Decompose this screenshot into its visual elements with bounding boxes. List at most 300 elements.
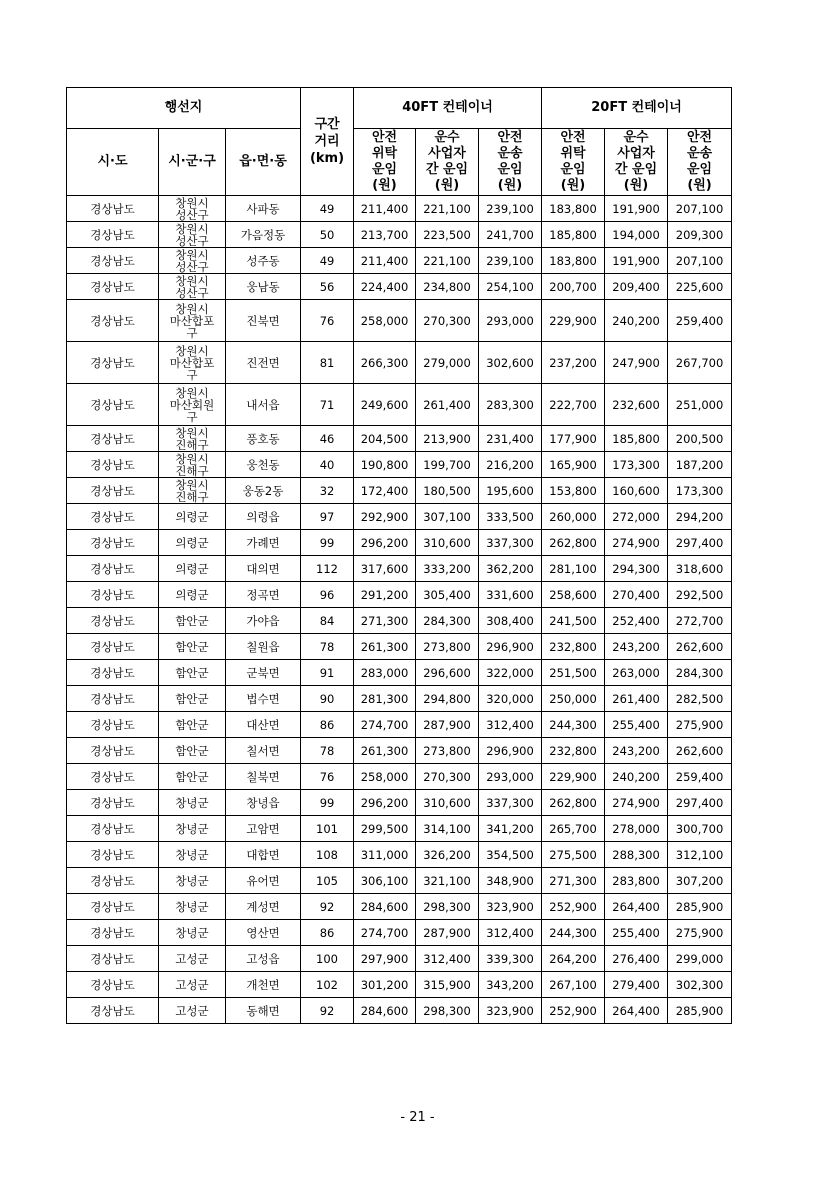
table-row	[67, 764, 732, 790]
cell-20ft-safe-transport: 259,400	[668, 764, 732, 790]
cell-20ft-safe-transport: 284,300	[668, 660, 732, 686]
cell-eupmyeondong: 가야읍	[226, 608, 301, 634]
cell-distance: 91	[301, 660, 354, 686]
cell-40ft-carrier-rate: 180,500	[416, 478, 479, 504]
cell-40ft-safe-transport: 333,500	[479, 504, 542, 530]
cell-distance: 76	[301, 764, 354, 790]
cell-20ft-carrier-rate: 209,400	[605, 274, 668, 300]
header-eupmyeondong: 읍·면·동	[226, 129, 301, 196]
cell-40ft-safe-transport: 241,700	[479, 222, 542, 248]
cell-sido: 경상남도	[67, 504, 159, 530]
cell-40ft-carrier-rate: 223,500	[416, 222, 479, 248]
cell-distance: 101	[301, 816, 354, 842]
cell-40ft-safe-transport: 348,900	[479, 868, 542, 894]
cell-40ft-carrier-rate: 221,100	[416, 248, 479, 274]
cell-sido: 경상남도	[67, 634, 159, 660]
cell-40ft-carrier-rate: 273,800	[416, 738, 479, 764]
cell-sigungu: 창녕군	[159, 842, 226, 868]
cell-40ft-safe-consign: 261,300	[354, 738, 416, 764]
cell-distance: 92	[301, 998, 354, 1024]
cell-20ft-safe-consign: 262,800	[542, 530, 605, 556]
cell-40ft-safe-transport: 239,100	[479, 196, 542, 222]
cell-eupmyeondong: 의령읍	[226, 504, 301, 530]
cell-40ft-carrier-rate: 294,800	[416, 686, 479, 712]
cell-sido: 경상남도	[67, 738, 159, 764]
cell-40ft-safe-transport: 343,200	[479, 972, 542, 998]
header-region: 행선지	[67, 88, 301, 129]
cell-40ft-safe-consign: 297,900	[354, 946, 416, 972]
cell-distance: 49	[301, 248, 354, 274]
header-sido: 시·도	[67, 129, 159, 196]
cell-20ft-safe-transport: 225,600	[668, 274, 732, 300]
cell-20ft-safe-transport: 312,100	[668, 842, 732, 868]
cell-20ft-safe-consign: 275,500	[542, 842, 605, 868]
cell-sigungu: 함안군	[159, 764, 226, 790]
cell-distance: 40	[301, 452, 354, 478]
cell-sigungu: 창원시 진해구	[159, 426, 226, 452]
cell-20ft-carrier-rate: 191,900	[605, 196, 668, 222]
cell-40ft-safe-transport: 293,000	[479, 300, 542, 342]
cell-40ft-carrier-rate: 221,100	[416, 196, 479, 222]
table-row	[67, 790, 732, 816]
cell-20ft-safe-transport: 297,400	[668, 530, 732, 556]
cell-20ft-carrier-rate: 263,000	[605, 660, 668, 686]
table-row	[67, 384, 732, 426]
cell-20ft-safe-transport: 297,400	[668, 790, 732, 816]
header-40ft: 40FT 컨테이너	[354, 88, 542, 129]
table-row	[67, 530, 732, 556]
cell-40ft-safe-consign: 296,200	[354, 790, 416, 816]
cell-40ft-safe-consign: 213,700	[354, 222, 416, 248]
cell-eupmyeondong: 가음정동	[226, 222, 301, 248]
table-row	[67, 452, 732, 478]
cell-20ft-carrier-rate: 191,900	[605, 248, 668, 274]
cell-sido: 경상남도	[67, 556, 159, 582]
cell-20ft-safe-consign: 153,800	[542, 478, 605, 504]
cell-20ft-safe-consign: 267,100	[542, 972, 605, 998]
cell-eupmyeondong: 고암면	[226, 816, 301, 842]
cell-20ft-carrier-rate: 243,200	[605, 634, 668, 660]
cell-20ft-safe-transport: 275,900	[668, 712, 732, 738]
cell-eupmyeondong: 법수면	[226, 686, 301, 712]
cell-20ft-carrier-rate: 279,400	[605, 972, 668, 998]
cell-sido: 경상남도	[67, 894, 159, 920]
cell-sigungu: 창원시 진해구	[159, 478, 226, 504]
cell-40ft-carrier-rate: 298,300	[416, 894, 479, 920]
header-distance	[301, 88, 354, 196]
cell-40ft-safe-transport: 362,200	[479, 556, 542, 582]
cell-40ft-safe-consign: 299,500	[354, 816, 416, 842]
cell-eupmyeondong: 개천면	[226, 972, 301, 998]
cell-eupmyeondong: 성주동	[226, 248, 301, 274]
cell-40ft-carrier-rate: 234,800	[416, 274, 479, 300]
cell-20ft-carrier-rate: 160,600	[605, 478, 668, 504]
cell-20ft-safe-consign: 264,200	[542, 946, 605, 972]
cell-sido: 경상남도	[67, 342, 159, 384]
cell-sigungu: 창원시 성산구	[159, 222, 226, 248]
page-number: - 21 -	[400, 1110, 435, 1125]
cell-40ft-safe-transport: 231,400	[479, 426, 542, 452]
header-sigungu: 시·군·구	[159, 129, 226, 196]
cell-40ft-carrier-rate: 305,400	[416, 582, 479, 608]
cell-distance: 86	[301, 712, 354, 738]
cell-40ft-safe-transport: 283,300	[479, 384, 542, 426]
cell-20ft-safe-consign: 281,100	[542, 556, 605, 582]
cell-sido: 경상남도	[67, 816, 159, 842]
cell-eupmyeondong: 칠북면	[226, 764, 301, 790]
cell-40ft-safe-consign: 306,100	[354, 868, 416, 894]
cell-eupmyeondong: 웅천동	[226, 452, 301, 478]
cell-sigungu: 창녕군	[159, 920, 226, 946]
cell-20ft-safe-consign: 244,300	[542, 920, 605, 946]
cell-20ft-safe-consign: 165,900	[542, 452, 605, 478]
cell-40ft-safe-consign: 249,600	[354, 384, 416, 426]
cell-20ft-carrier-rate: 240,200	[605, 300, 668, 342]
cell-sido: 경상남도	[67, 274, 159, 300]
cell-sido: 경상남도	[67, 582, 159, 608]
cell-20ft-safe-transport: 307,200	[668, 868, 732, 894]
cell-eupmyeondong: 유어면	[226, 868, 301, 894]
cell-sido: 경상남도	[67, 946, 159, 972]
header-20ft-carrier-rate: 운수 사업자 간 운임 (원)	[605, 129, 668, 196]
cell-20ft-safe-consign: 265,700	[542, 816, 605, 842]
cell-sigungu: 의령군	[159, 556, 226, 582]
cell-20ft-safe-consign: 222,700	[542, 384, 605, 426]
cell-sigungu: 창녕군	[159, 868, 226, 894]
cell-20ft-safe-consign: 260,000	[542, 504, 605, 530]
cell-distance: 96	[301, 582, 354, 608]
cell-20ft-safe-transport: 272,700	[668, 608, 732, 634]
cell-sigungu: 의령군	[159, 582, 226, 608]
cell-40ft-safe-transport: 254,100	[479, 274, 542, 300]
cell-eupmyeondong: 창녕읍	[226, 790, 301, 816]
cell-40ft-safe-consign: 271,300	[354, 608, 416, 634]
cell-eupmyeondong: 진북면	[226, 300, 301, 342]
cell-40ft-safe-consign: 284,600	[354, 894, 416, 920]
cell-40ft-safe-transport: 312,400	[479, 712, 542, 738]
cell-20ft-safe-consign: 229,900	[542, 764, 605, 790]
cell-20ft-safe-transport: 207,100	[668, 248, 732, 274]
cell-40ft-safe-transport: 337,300	[479, 530, 542, 556]
cell-20ft-safe-consign: 183,800	[542, 196, 605, 222]
cell-distance: 99	[301, 790, 354, 816]
cell-40ft-carrier-rate: 326,200	[416, 842, 479, 868]
cell-distance: 90	[301, 686, 354, 712]
cell-eupmyeondong: 영산면	[226, 920, 301, 946]
cell-20ft-safe-consign: 200,700	[542, 274, 605, 300]
header-40ft-safe-consign: 안전 위탁 운임 (원)	[354, 129, 416, 196]
cell-40ft-safe-consign: 274,700	[354, 712, 416, 738]
cell-eupmyeondong: 웅동2동	[226, 478, 301, 504]
cell-40ft-safe-transport: 323,900	[479, 998, 542, 1024]
cell-20ft-safe-transport: 267,700	[668, 342, 732, 384]
cell-distance: 71	[301, 384, 354, 426]
cell-sigungu: 창원시 성산구	[159, 196, 226, 222]
cell-sido: 경상남도	[67, 972, 159, 998]
cell-20ft-safe-transport: 262,600	[668, 634, 732, 660]
cell-distance: 81	[301, 342, 354, 384]
header-distance-text: 구간 거리 (km)	[309, 117, 345, 166]
cell-40ft-safe-transport: 293,000	[479, 764, 542, 790]
cell-40ft-safe-consign: 284,600	[354, 998, 416, 1024]
cell-40ft-safe-transport: 341,200	[479, 816, 542, 842]
cell-20ft-safe-consign: 232,800	[542, 634, 605, 660]
cell-sigungu: 고성군	[159, 972, 226, 998]
cell-distance: 92	[301, 894, 354, 920]
cell-20ft-safe-transport: 209,300	[668, 222, 732, 248]
table-body	[67, 196, 732, 1024]
cell-sido: 경상남도	[67, 222, 159, 248]
cell-40ft-safe-transport: 339,300	[479, 946, 542, 972]
cell-sido: 경상남도	[67, 712, 159, 738]
cell-sigungu: 창녕군	[159, 790, 226, 816]
cell-40ft-safe-consign: 311,000	[354, 842, 416, 868]
cell-sido: 경상남도	[67, 686, 159, 712]
cell-20ft-carrier-rate: 276,400	[605, 946, 668, 972]
cell-40ft-carrier-rate: 315,900	[416, 972, 479, 998]
cell-sigungu: 고성군	[159, 946, 226, 972]
cell-40ft-carrier-rate: 270,300	[416, 764, 479, 790]
cell-distance: 46	[301, 426, 354, 452]
table-row	[67, 998, 732, 1024]
cell-sigungu: 창원시 마산합포 구	[159, 342, 226, 384]
cell-eupmyeondong: 고성읍	[226, 946, 301, 972]
cell-distance: 99	[301, 530, 354, 556]
table-row	[67, 660, 732, 686]
table-row	[67, 816, 732, 842]
cell-20ft-safe-consign: 262,800	[542, 790, 605, 816]
cell-40ft-carrier-rate: 310,600	[416, 530, 479, 556]
cell-40ft-safe-transport: 312,400	[479, 920, 542, 946]
cell-40ft-carrier-rate: 321,100	[416, 868, 479, 894]
cell-20ft-safe-transport: 251,000	[668, 384, 732, 426]
table-row	[67, 946, 732, 972]
cell-20ft-safe-consign: 185,800	[542, 222, 605, 248]
cell-distance: 49	[301, 196, 354, 222]
cell-sido: 경상남도	[67, 998, 159, 1024]
cell-40ft-safe-consign: 283,000	[354, 660, 416, 686]
cell-eupmyeondong: 진전면	[226, 342, 301, 384]
cell-20ft-carrier-rate: 247,900	[605, 342, 668, 384]
cell-20ft-safe-transport: 300,700	[668, 816, 732, 842]
cell-sigungu: 창원시 진해구	[159, 452, 226, 478]
table-row	[67, 712, 732, 738]
cell-20ft-safe-transport: 282,500	[668, 686, 732, 712]
cell-40ft-carrier-rate: 314,100	[416, 816, 479, 842]
cell-sido: 경상남도	[67, 920, 159, 946]
cell-sido: 경상남도	[67, 842, 159, 868]
cell-40ft-safe-consign: 204,500	[354, 426, 416, 452]
cell-20ft-carrier-rate: 194,000	[605, 222, 668, 248]
cell-40ft-safe-consign: 211,400	[354, 248, 416, 274]
table-row	[67, 582, 732, 608]
cell-40ft-safe-consign: 258,000	[354, 300, 416, 342]
cell-40ft-carrier-rate: 333,200	[416, 556, 479, 582]
cell-distance: 105	[301, 868, 354, 894]
cell-20ft-safe-consign: 229,900	[542, 300, 605, 342]
cell-sigungu: 창원시 마산회원 구	[159, 384, 226, 426]
cell-distance: 86	[301, 920, 354, 946]
cell-20ft-safe-consign: 252,900	[542, 894, 605, 920]
cell-sido: 경상남도	[67, 790, 159, 816]
cell-40ft-carrier-rate: 287,900	[416, 712, 479, 738]
cell-20ft-safe-transport: 285,900	[668, 894, 732, 920]
cell-40ft-safe-consign: 317,600	[354, 556, 416, 582]
cell-20ft-safe-transport: 200,500	[668, 426, 732, 452]
cell-sigungu: 고성군	[159, 998, 226, 1024]
cell-sigungu: 창원시 성산구	[159, 248, 226, 274]
cell-sigungu: 의령군	[159, 504, 226, 530]
cell-distance: 102	[301, 972, 354, 998]
cell-20ft-safe-transport: 292,500	[668, 582, 732, 608]
cell-sigungu: 함안군	[159, 738, 226, 764]
cell-40ft-carrier-rate: 284,300	[416, 608, 479, 634]
cell-40ft-safe-transport: 322,000	[479, 660, 542, 686]
cell-20ft-carrier-rate: 173,300	[605, 452, 668, 478]
cell-sigungu: 창녕군	[159, 894, 226, 920]
cell-40ft-safe-consign: 211,400	[354, 196, 416, 222]
header-20ft-safe-consign: 안전 위탁 운임 (원)	[542, 129, 605, 196]
cell-40ft-carrier-rate: 296,600	[416, 660, 479, 686]
cell-eupmyeondong: 사파동	[226, 196, 301, 222]
cell-20ft-safe-consign: 244,300	[542, 712, 605, 738]
table-row	[67, 920, 732, 946]
cell-40ft-safe-transport: 308,400	[479, 608, 542, 634]
cell-20ft-carrier-rate: 274,900	[605, 790, 668, 816]
table-header	[67, 88, 732, 196]
cell-eupmyeondong: 칠원읍	[226, 634, 301, 660]
table-row	[67, 972, 732, 998]
cell-40ft-safe-consign: 296,200	[354, 530, 416, 556]
cell-eupmyeondong: 군북면	[226, 660, 301, 686]
table-row	[67, 300, 732, 342]
cell-20ft-carrier-rate: 294,300	[605, 556, 668, 582]
table-row	[67, 842, 732, 868]
cell-20ft-carrier-rate: 274,900	[605, 530, 668, 556]
cell-sido: 경상남도	[67, 196, 159, 222]
cell-distance: 32	[301, 478, 354, 504]
cell-eupmyeondong: 내서읍	[226, 384, 301, 426]
cell-distance: 78	[301, 634, 354, 660]
cell-distance: 97	[301, 504, 354, 530]
cell-sido: 경상남도	[67, 868, 159, 894]
cell-40ft-safe-transport: 337,300	[479, 790, 542, 816]
cell-40ft-carrier-rate: 273,800	[416, 634, 479, 660]
table-row	[67, 504, 732, 530]
cell-40ft-safe-transport: 323,900	[479, 894, 542, 920]
cell-20ft-safe-transport: 187,200	[668, 452, 732, 478]
cell-40ft-safe-consign: 261,300	[354, 634, 416, 660]
cell-40ft-carrier-rate: 310,600	[416, 790, 479, 816]
cell-sigungu: 함안군	[159, 608, 226, 634]
table-row	[67, 608, 732, 634]
cell-20ft-carrier-rate: 252,400	[605, 608, 668, 634]
cell-sido: 경상남도	[67, 452, 159, 478]
cell-20ft-carrier-rate: 272,000	[605, 504, 668, 530]
cell-40ft-safe-transport: 302,600	[479, 342, 542, 384]
cell-sigungu: 함안군	[159, 660, 226, 686]
cell-sido: 경상남도	[67, 248, 159, 274]
cell-20ft-safe-consign: 258,600	[542, 582, 605, 608]
cell-20ft-safe-transport: 259,400	[668, 300, 732, 342]
cell-20ft-carrier-rate: 264,400	[605, 894, 668, 920]
cell-20ft-safe-transport: 262,600	[668, 738, 732, 764]
cell-40ft-safe-consign: 291,200	[354, 582, 416, 608]
cell-eupmyeondong: 가례면	[226, 530, 301, 556]
header-20ft: 20FT 컨테이너	[542, 88, 732, 129]
cell-20ft-safe-transport: 285,900	[668, 998, 732, 1024]
cell-sido: 경상남도	[67, 478, 159, 504]
cell-40ft-carrier-rate: 270,300	[416, 300, 479, 342]
cell-40ft-safe-transport: 296,900	[479, 634, 542, 660]
cell-40ft-carrier-rate: 199,700	[416, 452, 479, 478]
cell-40ft-carrier-rate: 312,400	[416, 946, 479, 972]
cell-40ft-carrier-rate: 279,000	[416, 342, 479, 384]
cell-sigungu: 의령군	[159, 530, 226, 556]
cell-40ft-safe-transport: 195,600	[479, 478, 542, 504]
cell-20ft-safe-transport: 302,300	[668, 972, 732, 998]
table-row	[67, 868, 732, 894]
cell-distance: 76	[301, 300, 354, 342]
table-row	[67, 426, 732, 452]
cell-40ft-safe-consign: 281,300	[354, 686, 416, 712]
table-row	[67, 738, 732, 764]
cell-sigungu: 창원시 성산구	[159, 274, 226, 300]
cell-sido: 경상남도	[67, 300, 159, 342]
cell-40ft-safe-transport: 216,200	[479, 452, 542, 478]
table-row	[67, 274, 732, 300]
cell-20ft-safe-transport: 207,100	[668, 196, 732, 222]
cell-sido: 경상남도	[67, 384, 159, 426]
cell-40ft-safe-consign: 292,900	[354, 504, 416, 530]
cell-20ft-safe-consign: 177,900	[542, 426, 605, 452]
table-row	[67, 342, 732, 384]
cell-sigungu: 창녕군	[159, 816, 226, 842]
header-20ft-safe-transport: 안전 운송 운임 (원)	[668, 129, 732, 196]
cell-20ft-carrier-rate: 232,600	[605, 384, 668, 426]
cell-20ft-safe-consign: 232,800	[542, 738, 605, 764]
cell-eupmyeondong: 정곡면	[226, 582, 301, 608]
cell-20ft-carrier-rate: 243,200	[605, 738, 668, 764]
cell-sigungu: 창원시 마산합포 구	[159, 300, 226, 342]
cell-40ft-carrier-rate: 261,400	[416, 384, 479, 426]
cell-20ft-carrier-rate: 264,400	[605, 998, 668, 1024]
cell-40ft-safe-transport: 239,100	[479, 248, 542, 274]
freight-rate-table	[66, 87, 732, 1024]
header-40ft-carrier-rate: 운수 사업자 간 운임 (원)	[416, 129, 479, 196]
cell-40ft-carrier-rate: 307,100	[416, 504, 479, 530]
table-row	[67, 556, 732, 582]
cell-40ft-safe-consign: 172,400	[354, 478, 416, 504]
table-row	[67, 894, 732, 920]
cell-40ft-carrier-rate: 213,900	[416, 426, 479, 452]
cell-40ft-safe-consign: 266,300	[354, 342, 416, 384]
table-row	[67, 686, 732, 712]
table-row	[67, 248, 732, 274]
cell-eupmyeondong: 계성면	[226, 894, 301, 920]
cell-sido: 경상남도	[67, 608, 159, 634]
cell-eupmyeondong: 대의면	[226, 556, 301, 582]
table-row	[67, 478, 732, 504]
cell-20ft-carrier-rate: 240,200	[605, 764, 668, 790]
cell-20ft-safe-consign: 271,300	[542, 868, 605, 894]
cell-40ft-safe-consign: 190,800	[354, 452, 416, 478]
cell-sido: 경상남도	[67, 530, 159, 556]
cell-20ft-carrier-rate: 288,300	[605, 842, 668, 868]
cell-sigungu: 함안군	[159, 634, 226, 660]
cell-40ft-carrier-rate: 298,300	[416, 998, 479, 1024]
cell-20ft-safe-transport: 299,000	[668, 946, 732, 972]
